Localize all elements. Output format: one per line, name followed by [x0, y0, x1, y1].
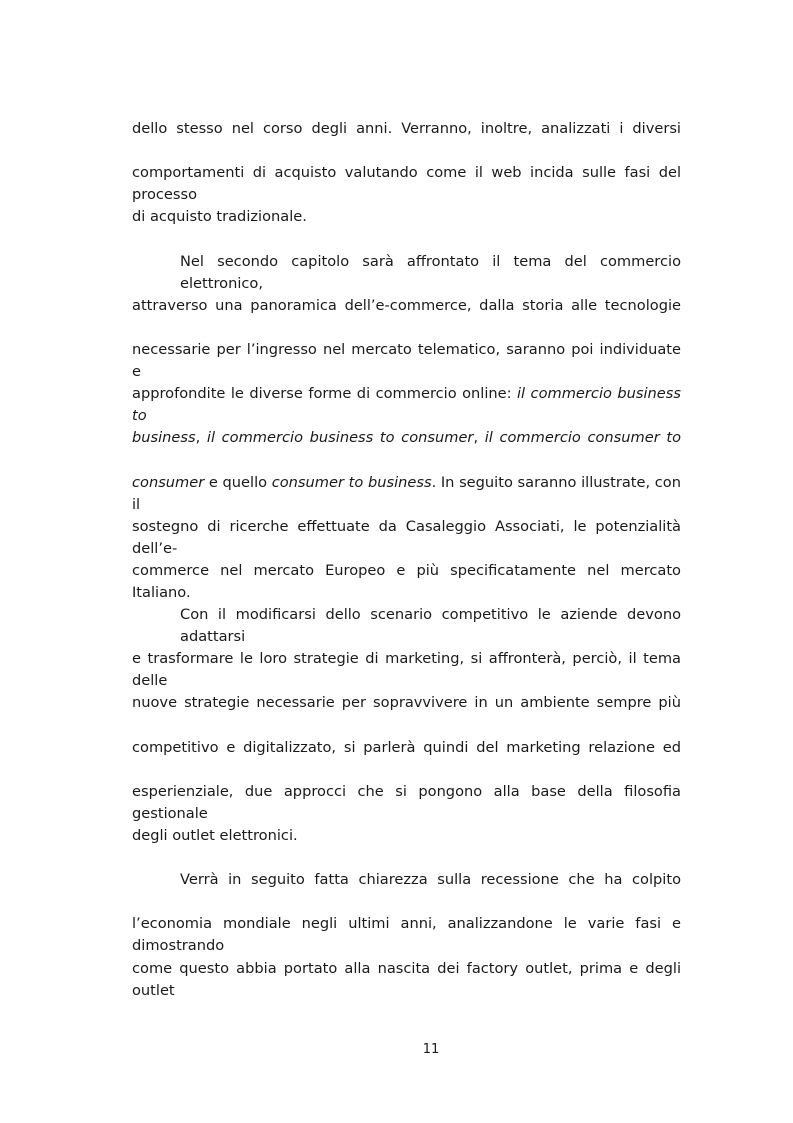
- italic-term: business: [132, 429, 196, 447]
- text-run: . In seguito saranno illustrate, con il: [132, 473, 681, 513]
- paragraph-first-line: Nel secondo capitolo sarà affrontato il tema del commercio elettronico,: [180, 252, 681, 292]
- text-line: necessarie per l’ingresso nel mercato telematico, saranno poi individuate e: [132, 340, 681, 380]
- paragraph-first-line: Verrà in seguito fatta chiarezza sulla recessione che ha colpito: [180, 871, 681, 889]
- italic-term: il commercio business to consumer: [206, 429, 474, 447]
- italic-term: il commercio business to: [132, 385, 681, 425]
- text-line: nuove strategie necessarie per sopravvivere in un ambiente sempre più: [132, 694, 681, 712]
- text-line: come questo abbia portato alla nascita dei factory outlet, prima e degli outlet: [132, 959, 681, 999]
- text-run: ,: [473, 429, 485, 447]
- text-line: e trasformare le loro strategie di marketing, si affronterà, perciò, il tema delle: [132, 650, 681, 690]
- text-run: ,: [195, 429, 207, 447]
- text-run: e quello: [204, 473, 272, 491]
- text-line: [132, 383, 681, 427]
- paragraph-first-line: Con il modificarsi dello scenario competitivo le aziende devono adattarsi: [180, 606, 681, 646]
- text-line: esperienziale, due approcci che si pongono alla base della filosofia gestionale: [132, 782, 681, 822]
- text-line: degli outlet elettronici.: [132, 827, 298, 844]
- text-line: [132, 427, 681, 471]
- italic-term: consumer to business: [271, 473, 432, 491]
- text-line: l’economia mondiale negli ultimi anni, analizzandone le varie fasi e dimostrando: [132, 915, 681, 955]
- text-line: dello stesso nel corso degli anni. Verranno, inoltre, analizzati i diversi: [132, 120, 681, 137]
- text-line: attraverso una panoramica dell’e-commerce, dalla storia alle tecnologie: [132, 296, 681, 314]
- page-number: 11: [422, 1042, 440, 1057]
- text-line: di acquisto tradizionale.: [132, 208, 307, 226]
- italic-term: il commercio consumer to: [484, 429, 682, 447]
- text-line: [132, 472, 681, 516]
- text-line: sostegno di ricerche effettuate da Casaleggio Associati, le potenzialità dell’e-: [132, 517, 681, 557]
- text-line: commerce nel mercato Europeo e più specificatamente nel mercato Italiano.: [132, 561, 681, 601]
- body-text: [132, 118, 681, 1002]
- text-line: comportamenti di acquisto valutando come il web incida sulle fasi del processo: [132, 164, 681, 204]
- italic-term: consumer: [132, 473, 205, 491]
- text-run: approfondite le diverse forme di commercio online:: [132, 385, 517, 403]
- text-line: competitivo e digitalizzato, si parlerà quindi del marketing relazione ed: [132, 738, 681, 756]
